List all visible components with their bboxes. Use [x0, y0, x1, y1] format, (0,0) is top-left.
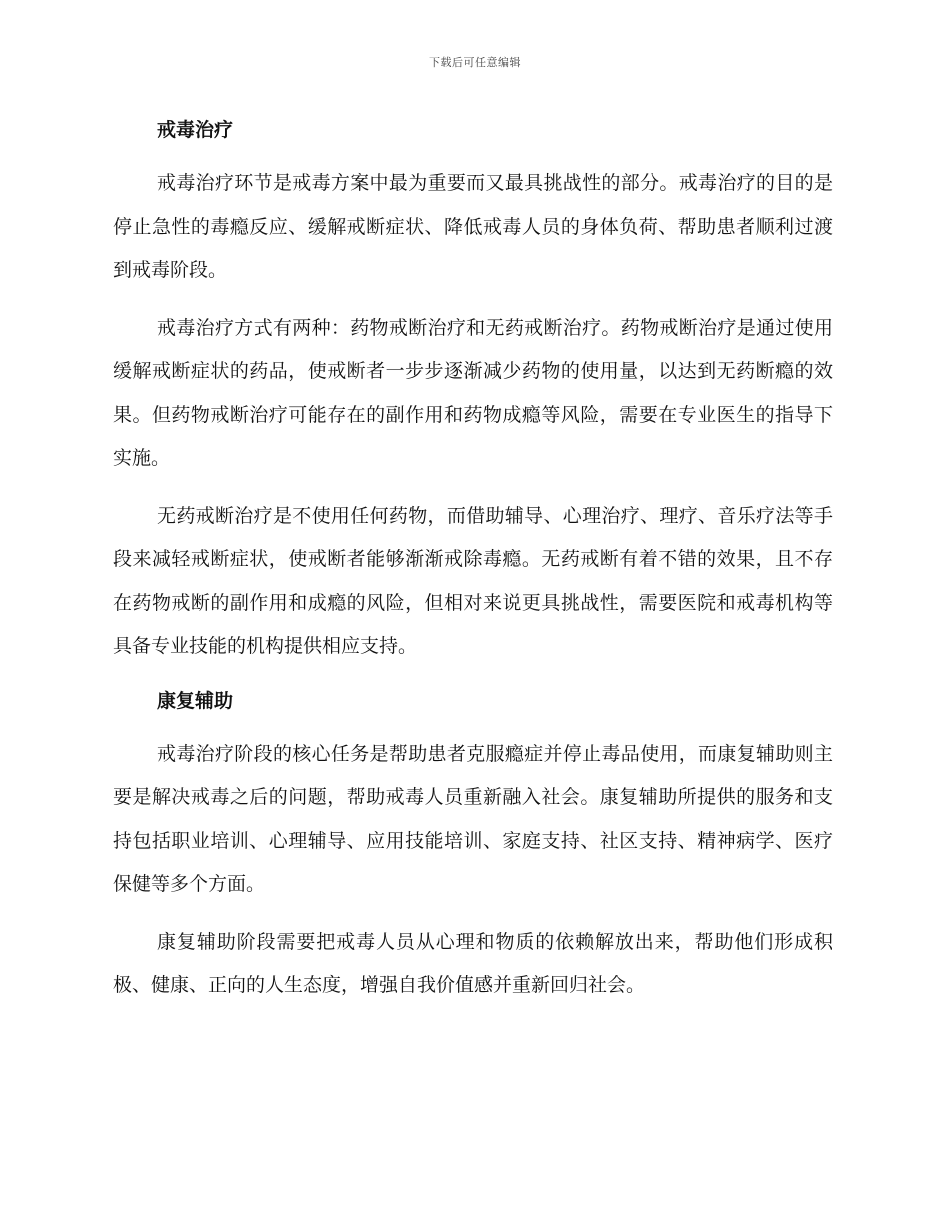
- paragraph: 康复辅助阶段需要把戒毒人员从心理和物质的依赖解放出来，帮助他们形成积极、健康、正向的人生态度，增强自我价值感并重新回归社会。: [113, 930, 833, 996]
- document-body: [113, 108, 833, 1008]
- section-heading-detox-treatment: 戒毒治疗: [157, 119, 234, 141]
- paragraph: 无药戒断治疗是不使用任何药物，而借助辅导、心理治疗、理疗、音乐疗法等手段来减轻戒断症状，使戒断者能够渐渐戒除毒瘾。无药戒断有着不错的效果，且不存在药物戒断的副作用和成瘾的风险，但相对来说更具挑战性，需要医院和戒毒机构等具备专业技能的机构提供相应支持。: [113, 504, 833, 657]
- section-heading-rehab-support: 康复辅助: [157, 689, 234, 712]
- paragraph: 戒毒治疗方式有两种：药物戒断治疗和无药戒断治疗。药物戒断治疗是通过使用缓解戒断症状的药品，使戒断者一步步逐渐减少药物的使用量，以达到无药断瘾的效果。但药物戒断治疗可能存在的副作用和药物成瘾等风险，需要在专业医生的指导下实施。: [113, 316, 833, 469]
- paragraph: 戒毒治疗环节是戒毒方案中最为重要而又最具挑战性的部分。戒毒治疗的目的是停止急性的毒瘾反应、缓解戒断症状、降低戒毒人员的身体负荷、帮助患者顺利过渡到戒毒阶段。: [113, 172, 833, 281]
- paragraph: 戒毒治疗阶段的核心任务是帮助患者克服瘾症并停止毒品使用，而康复辅助则主要是解决戒毒之后的问题，帮助戒毒人员重新融入社会。康复辅助所提供的服务和支持包括职业培训、心理辅导、应用技能培训、家庭支持、社区支持、精神病学、医疗保健等多个方面。: [113, 742, 833, 895]
- page-header: 下载后可任意编辑: [429, 56, 521, 69]
